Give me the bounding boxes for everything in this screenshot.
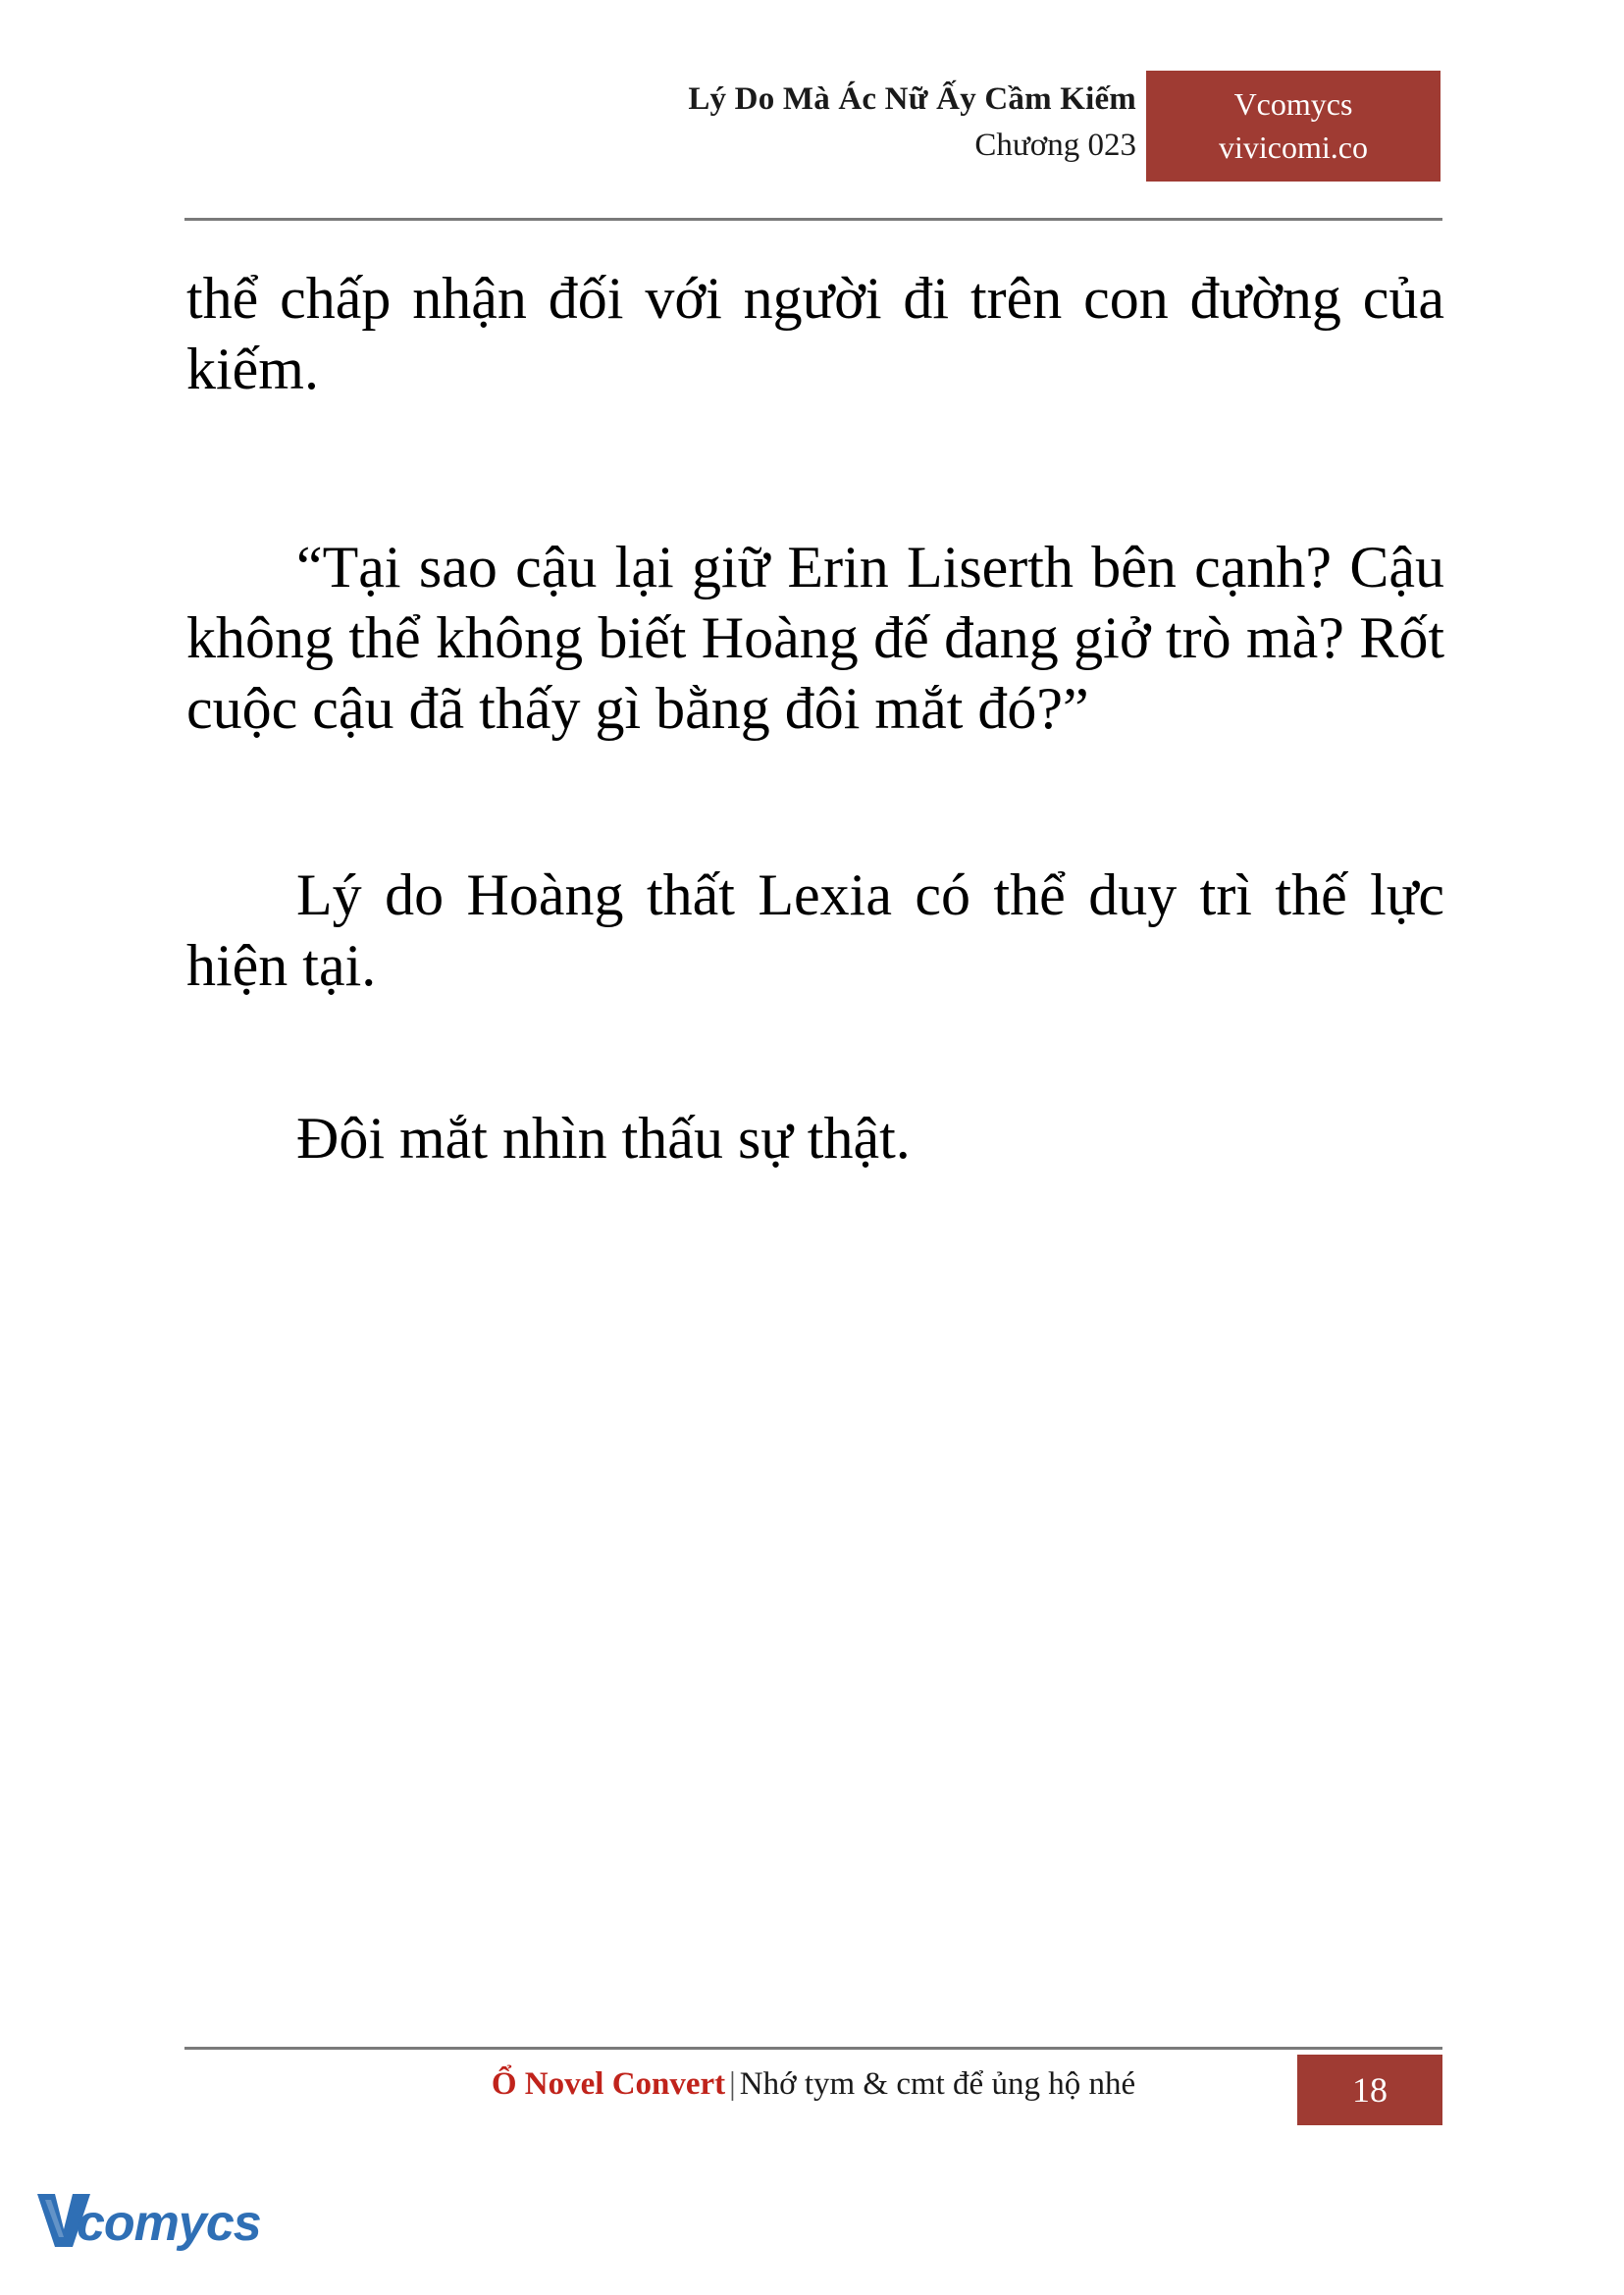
footer-separator: | (729, 2066, 736, 2102)
chapter-label: Chương 023 (974, 127, 1136, 163)
footer-divider (184, 2047, 1442, 2050)
header-title-block (688, 78, 1136, 167)
paragraph-dialogue: “Tại sao cậu lại giữ Erin Liserth bên cạnh? Cậu không thể không biết Hoàng đế đang giở trò mà? Rốt cuộc cậu đã thấy gì bằng đôi mắt đó?” (186, 535, 1444, 741)
paragraph: thể chấp nhận đối với người đi trên con đường của kiếm. (186, 266, 1444, 401)
watermark-logo (35, 2186, 261, 2267)
paragraph-spacer (186, 1001, 1444, 1103)
paragraph: Lý do Hoàng thất Lexia có thể duy trì thế lực hiện tại. (186, 862, 1444, 998)
book-title: Lý Do Mà Ác Nữ Ấy Cầm Kiếm (688, 81, 1136, 117)
page-number-badge: 18 (1297, 2055, 1442, 2125)
paragraph-spacer (186, 404, 1444, 532)
footer-note-block (184, 2066, 1442, 2103)
watermark-text: comycs (77, 2195, 261, 2252)
page-header (184, 78, 1441, 216)
page-footer (184, 2059, 1442, 2127)
site-badge (1146, 71, 1441, 182)
footer-brand: Ổ Novel Convert (491, 2066, 726, 2102)
site-badge-name: Vcomycs (1233, 86, 1353, 123)
page-content (186, 263, 1444, 1174)
paragraph: Đôi mắt nhìn thấu sự thật. (296, 1106, 911, 1171)
site-badge-url: vivicomi.co (1219, 129, 1368, 165)
paragraph-spacer (186, 744, 1444, 860)
footer-note: Nhớ tym & cmt để ủng hộ nhé (739, 2066, 1136, 2102)
header-divider (184, 218, 1442, 221)
